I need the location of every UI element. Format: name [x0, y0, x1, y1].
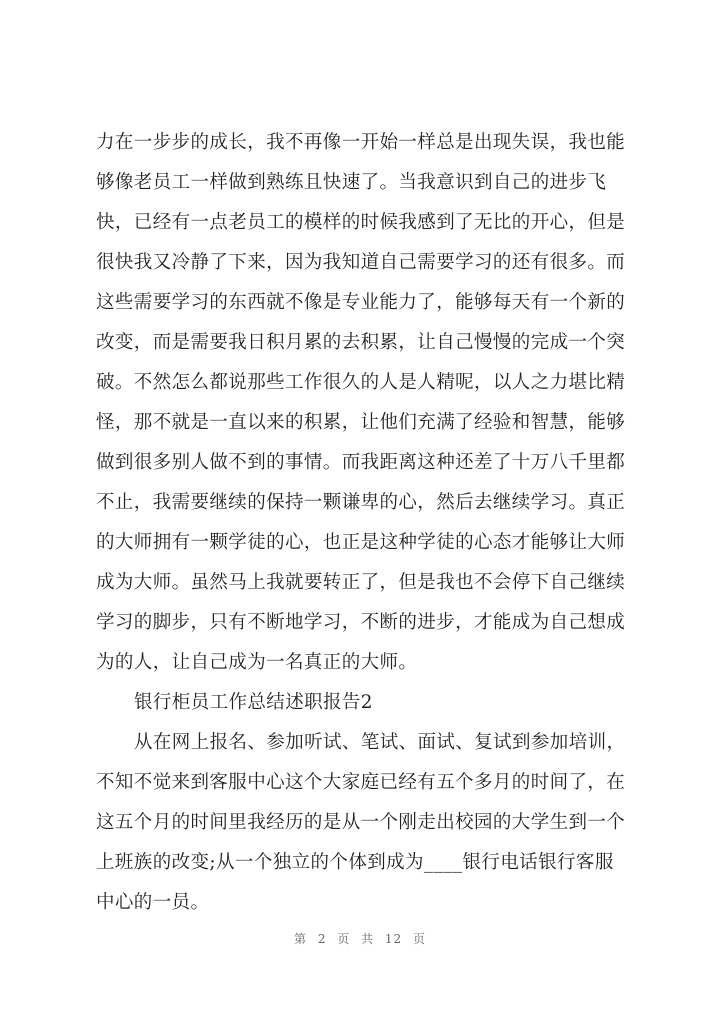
- paragraph-line: 这五个月的时间里我经历的是从一个刚走出校园的大学生到一个: [96, 812, 626, 833]
- paragraph-line: 很快我又冷静了下来，因为我知道自己需要学习的还有很多。而: [96, 252, 626, 273]
- paragraph-line: 破。不然怎么都说那些工作很久的人是人精呢，以人之力堪比精: [96, 372, 626, 393]
- page-number-footer: 第 2 页 共 12 页: [294, 932, 426, 946]
- paragraph-line: 成为大师。虽然马上我就要转正了，但是我也不会停下自己继续: [96, 572, 626, 593]
- paragraph-line: 不止，我需要继续的保持一颗谦卑的心，然后去继续学习。真正: [96, 492, 626, 513]
- paragraph-line: 做到很多别人做不到的事情。而我距离这种还差了十万八千里都: [96, 452, 626, 473]
- paragraph-line: 上班族的改变;从一个独立的个体到成为____银行电话银行客服: [96, 852, 614, 873]
- paragraph-line: 学习的脚步，只有不断地学习，不断的进步，才能成为自己想成: [96, 612, 626, 633]
- paragraph-line: 不知不觉来到客服中心这个大家庭已经有五个多月的时间了，在: [96, 772, 626, 793]
- paragraph-line: 够像老员工一样做到熟练且快速了。当我意识到自己的进步飞: [96, 172, 607, 193]
- paragraph-line: 为的人，让自己成为一名真正的大师。: [96, 652, 418, 673]
- paragraph-line: 快，已经有一点老员工的模样的时候我感到了无比的开心，但是: [96, 212, 626, 233]
- paragraph-line: 力在一步步的成长，我不再像一开始一样总是出现失误，我也能: [96, 132, 626, 153]
- paragraph-line: 中心的一员。: [96, 892, 210, 913]
- section-heading: 银行柜员工作总结述职报告2: [134, 692, 373, 713]
- paragraph-line: 怪，那不就是一直以来的积累，让他们充满了经验和智慧，能够: [96, 412, 626, 433]
- paragraph-line: 改变，而是需要我日积月累的去积累，让自己慢慢的完成一个突: [96, 332, 626, 353]
- paragraph-line: 这些需要学习的东西就不像是专业能力了，能够每天有一个新的: [96, 292, 626, 313]
- paragraph-line: 的大师拥有一颗学徒的心，也正是这种学徒的心态才能够让大师: [96, 532, 626, 553]
- paragraph-line: 从在网上报名、参加听试、笔试、面试、复试到参加培训，: [134, 732, 626, 753]
